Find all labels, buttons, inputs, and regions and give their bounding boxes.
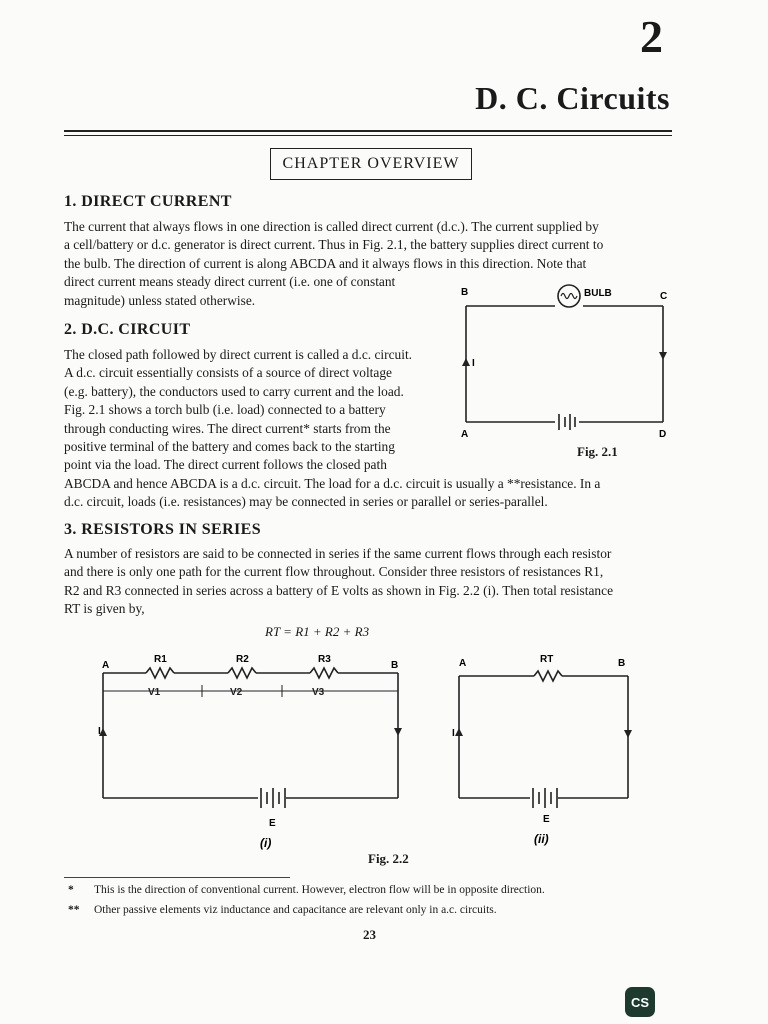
text-line: a cell/battery or d.c. generator is direct current. Thus in Fig. 2.1, the battery supplies direct current to [64, 237, 604, 253]
label-B: B [391, 660, 399, 671]
page-number: 23 [363, 927, 376, 942]
subfigure-label-ii: (ii) [534, 832, 549, 846]
figure-2-1-caption: Fig. 2.1 [577, 444, 618, 459]
label-V1: V1 [148, 687, 161, 698]
text-line: RT is given by, [64, 601, 145, 617]
text-line: ABCDA and hence ABCDA is a d.c. circuit. The load for a d.c. circuit is usually a **resistance. In a [64, 475, 601, 491]
label-V3: V3 [312, 687, 325, 698]
current-arrow-icon [394, 728, 402, 736]
figure-2-1-circuit [455, 282, 685, 497]
footnote-marker: ** [68, 904, 80, 916]
text-line: A number of resistors are said to be connected in series if the same current flows through each resistor [64, 546, 612, 561]
text-line: R2 and R3 connected in series across a battery of E volts as shown in Fig. 2.2 (i). Then total resistance [64, 582, 614, 598]
title-rule-thick [64, 130, 672, 132]
text-line: (e.g. battery), the conductors used to carry current and the load. [64, 383, 404, 399]
section-heading-direct-current: 1. DIRECT CURRENT [64, 193, 232, 210]
resistor-r2-icon [228, 668, 256, 678]
resistor-r3-icon [310, 668, 338, 678]
subfigure-label-i: (i) [260, 836, 272, 850]
label-R3: R3 [318, 654, 331, 665]
figure-2-2-i-circuit [98, 648, 408, 858]
chapter-overview-box: CHAPTER OVERVIEW [270, 148, 472, 180]
text-line: the bulb. The direction of current is along ABCDA and it always flows in this direction. Note that [64, 255, 587, 271]
text-line: positive terminal of the battery and comes back to the starting [64, 439, 395, 455]
text-line: The current that always flows in one direction is called direct current (d.c.). The current supplied by [64, 219, 599, 234]
footnote-text: This is the direction of conventional current. However, electron flow will be in opposite direction. [94, 884, 545, 896]
footnote-2 [68, 904, 497, 916]
current-arrow-icon [455, 728, 463, 736]
figure-2-2-ii-circuit [452, 648, 642, 858]
label-E: E [269, 818, 276, 829]
current-arrow-icon [659, 352, 667, 360]
label-I: I [98, 726, 101, 737]
title-rule-thin [64, 135, 672, 136]
current-arrow-icon [624, 730, 632, 738]
resistor-rt-icon [534, 671, 562, 681]
text-line: magnitude) unless stated otherwise. [64, 292, 256, 308]
label-A: A [459, 658, 467, 669]
label-C: C [660, 291, 668, 302]
footnote-text: Other passive elements viz inductance and capacitance are relevant only in a.c. circuits. [94, 904, 497, 916]
label-B: B [461, 287, 469, 298]
text-line: d.c. circuit, loads (i.e. resistances) may be connected in series or parallel or series-parallel. [64, 494, 548, 510]
figure-2-2-caption: Fig. 2.2 [368, 851, 409, 866]
label-B: B [618, 658, 626, 669]
series-resistance-equation: RT = R1 + R2 + R3 [265, 624, 370, 639]
footnote-1 [68, 884, 545, 896]
camscanner-logo-icon: CS [625, 987, 655, 1017]
resistor-r1-icon [146, 668, 174, 678]
label-I: I [452, 728, 455, 739]
text-line: through conducting wires. The direct current* starts from the [64, 420, 391, 436]
text-line: A d.c. circuit essentially consists of a source of direct voltage [64, 365, 392, 381]
text-line: point via the load. The direct current follows the closed path [64, 457, 387, 473]
label-bulb: BULB [584, 288, 612, 299]
label-RT: RT [540, 654, 554, 665]
bulb-icon [558, 285, 580, 307]
label-I: I [472, 358, 475, 369]
label-D: D [659, 429, 667, 440]
current-arrow-icon [462, 358, 470, 366]
footnote-marker: * [68, 884, 74, 896]
chapter-number: 2 [640, 11, 663, 62]
text-line: direct current means steady direct current (i.e. one of constant [64, 274, 396, 290]
section-heading-dc-circuit: 2. D.C. CIRCUIT [64, 321, 191, 338]
label-A: A [102, 660, 110, 671]
label-V2: V2 [230, 687, 243, 698]
text-line: Fig. 2.1 shows a torch bulb (i.e. load) connected to a battery [64, 402, 386, 418]
label-R1: R1 [154, 654, 167, 665]
footnote-rule [64, 877, 290, 878]
label-A: A [461, 429, 469, 440]
text-line: The closed path followed by direct current is called a d.c. circuit. [64, 347, 413, 362]
label-E: E [543, 814, 550, 825]
label-R2: R2 [236, 654, 249, 665]
text-line: and there is only one path for the current flow throughout. Consider three resistors of resistances R1, [64, 564, 604, 580]
section-heading-resistors-in-series: 3. RESISTORS IN SERIES [64, 521, 262, 538]
chapter-title: D. C. Circuits [475, 80, 670, 116]
paragraph-resistors-in-series [64, 545, 674, 619]
